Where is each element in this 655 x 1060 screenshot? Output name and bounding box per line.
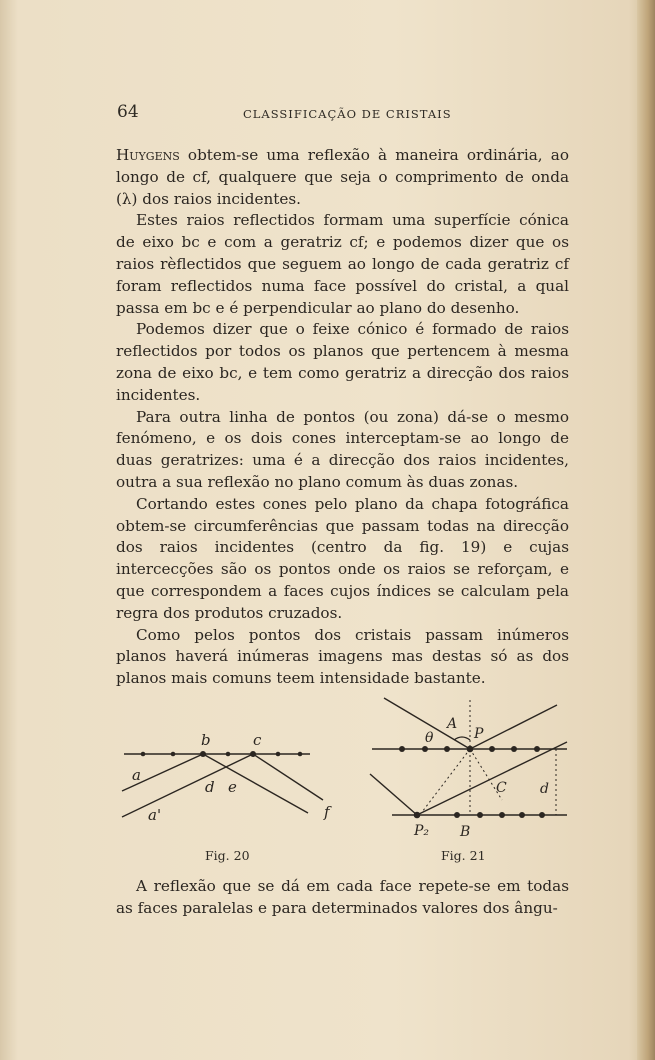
fig20-label-a-prime: a' bbox=[148, 806, 162, 824]
fig21-dotted-ray bbox=[422, 749, 470, 812]
paragraph-2: Estes raios reflectidos formam uma superfície cónica de eixo bc e com a geratriz cf; e podemos dizer que os raios rèflectidos que seguem ao longo de cada geratriz cf foram reflectidos numa face possível do cristal, a qual passa em bc e é perpendicular ao plano do desenho. bbox=[116, 211, 569, 317]
fig21-label-P2: P₂ bbox=[414, 823, 430, 839]
figure-20-diagram bbox=[118, 725, 343, 835]
paragraph-5: Cortando estes cones pelo plano da chapa fotográfica obtem-se circumferências que passam todas na direcção dos raios incidentes (centro da fig. 19) e cujas intercecções são os pontos onde os raios se reforçam, e que correspondem a faces cujos índices se calculam pela regra dos produtos cruzados. bbox=[116, 494, 569, 622]
page-header bbox=[117, 102, 559, 128]
fig20-label-e: e bbox=[228, 778, 237, 796]
fig21-lower-reflected bbox=[417, 742, 567, 815]
figure-21-diagram bbox=[362, 690, 577, 840]
author-name: Huygens bbox=[116, 146, 180, 164]
page-edge bbox=[637, 0, 655, 1060]
fig21-label-d: d bbox=[540, 781, 549, 797]
fig20-label-b: b bbox=[201, 731, 211, 749]
fig20-label-d: d bbox=[205, 778, 215, 796]
fig20-ray-f bbox=[253, 754, 323, 800]
fig21-lower-incident bbox=[370, 774, 417, 815]
figure-20 bbox=[118, 725, 343, 835]
paragraph-3: Podemos dizer que o feixe cónico é formado de raios reflectidos por todos os planos que pertencem à mesma zona de eixo bc, e tem como geratriz a direcção dos raios incidentes. bbox=[116, 320, 569, 404]
tail-text bbox=[116, 875, 569, 919]
body-text bbox=[116, 145, 569, 690]
figure-21 bbox=[362, 690, 577, 840]
figure-20-caption: Fig. 20 bbox=[205, 848, 250, 863]
fig21-label-C: C bbox=[496, 780, 507, 796]
paragraph-6: Como pelos pontos dos cristais passam inúmeros planos haverá inúmeras imagens mas destas só as dos planos mais comuns teem intensidade bastante. bbox=[116, 625, 569, 688]
running-title: CLASSIFICAÇÃO DE CRISTAIS bbox=[243, 107, 452, 121]
fig20-label-f: f bbox=[324, 803, 330, 821]
paragraph-1: Huygens obtem-se uma reflexão à maneira ordinária, ao longo de cf, qualquere que seja o comprimento de onda (λ) dos raios incidentes. bbox=[116, 146, 569, 208]
fig20-label-c: c bbox=[253, 731, 262, 749]
figure-21-caption: Fig. 21 bbox=[441, 848, 486, 863]
fig21-label-theta: θ bbox=[425, 730, 434, 746]
fig21-label-A: A bbox=[447, 716, 458, 732]
paragraph-7: A reflexão que se dá em cada face repete-se em todas as faces paralelas e para determinados valores dos ângu- bbox=[116, 877, 569, 917]
paragraph-4: Para outra linha de pontos (ou zona) dá-se o mesmo fenómeno, e os dois cones interceptam-se ao longo de duas geratrizes: uma é a direcção dos raios incidentes, outra a sua reflexão no plano comum às duas zonas. bbox=[116, 407, 569, 491]
fig21-label-B: B bbox=[460, 824, 471, 840]
fig20-label-a: a bbox=[132, 766, 141, 784]
fig20-ray-d bbox=[203, 754, 308, 813]
page-number: 64 bbox=[117, 102, 139, 122]
fig21-label-P: P bbox=[474, 726, 484, 742]
